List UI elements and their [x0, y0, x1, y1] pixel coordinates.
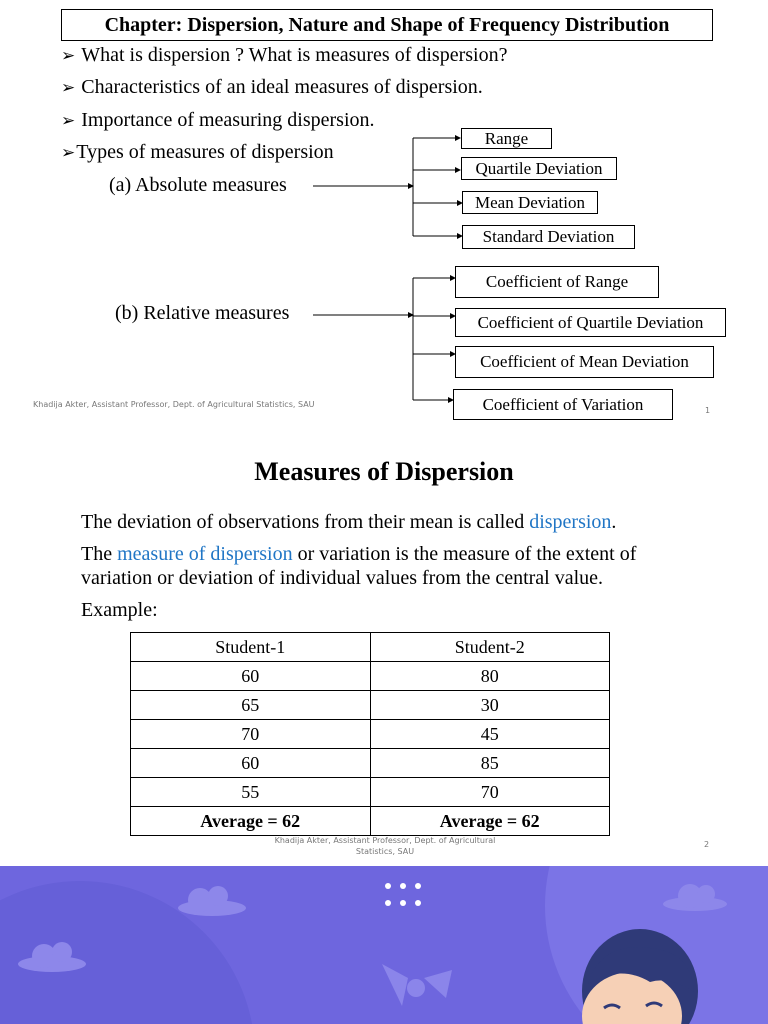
column-header: Student-2: [370, 633, 610, 662]
coefficient-of-quartile-deviation-box: Coefficient of Quartile Deviation: [455, 308, 726, 337]
types-heading: ➢Types of measures of dispersion: [61, 141, 334, 163]
bow-icon: [382, 964, 452, 1006]
table-header-row: [131, 633, 610, 662]
absolute-measures-label: (a) Absolute measures: [109, 174, 287, 196]
average-row: [131, 807, 610, 836]
table-row: [131, 662, 610, 691]
cloud-icon: [178, 886, 246, 916]
measure-definition: The measure of dispersion or variation is the measure of the extent of variation or deviation of individual values from the central value.: [81, 543, 637, 589]
dispersion-term: dispersion: [529, 511, 612, 533]
table-row: [131, 691, 610, 720]
arrow-bullet-icon: ➢: [61, 111, 76, 131]
measure-of-dispersion-term: measure of dispersion: [117, 543, 293, 565]
table-cell: 70: [131, 720, 371, 749]
table-cell: 65: [131, 691, 371, 720]
bullet-item-2: ➢ Characteristics of an ideal measures of dispersion.: [61, 76, 483, 98]
chapter-title: Chapter: Dispersion, Nature and Shape of Frequency Distribution: [61, 9, 713, 41]
bullet-item-1: ➢ What is dispersion ? What is measures of dispersion?: [61, 44, 508, 66]
relative-measures-label: (b) Relative measures: [115, 302, 290, 324]
table-cell: 30: [370, 691, 610, 720]
coefficient-of-mean-deviation-box: Coefficient of Mean Deviation: [455, 346, 714, 378]
table-cell: 85: [370, 749, 610, 778]
coefficient-of-variation-box: Coefficient of Variation: [453, 389, 673, 420]
banner-illustration: [0, 866, 768, 1024]
slide-1: [0, 0, 768, 430]
standard-deviation-box: Standard Deviation: [462, 225, 635, 249]
range-box: Range: [461, 128, 552, 149]
arrow-bullet-icon: ➢: [61, 78, 76, 98]
table-cell: 55: [131, 778, 371, 807]
table-cell: 80: [370, 662, 610, 691]
table-row: [131, 720, 610, 749]
promo-banner: [0, 866, 768, 1024]
example-label: Example:: [81, 599, 158, 621]
table-cell: 60: [131, 749, 371, 778]
table-cell: 70: [370, 778, 610, 807]
page-number: 1: [705, 406, 711, 415]
table-cell: 60: [131, 662, 371, 691]
table-row: [131, 749, 610, 778]
average-cell: Average = 62: [370, 807, 610, 836]
student-scores-table: [130, 632, 610, 836]
arrow-bullet-icon: ➢: [61, 143, 76, 163]
menu-dots-icon[interactable]: [385, 883, 421, 906]
arrow-bullet-icon: ➢: [61, 46, 76, 66]
slide-footer: Khadija Akter, Assistant Professor, Dept. of Agricultural Statistics, SAU: [33, 400, 315, 409]
quartile-deviation-box: Quartile Deviation: [461, 157, 617, 180]
mean-deviation-box: Mean Deviation: [462, 191, 598, 214]
bullet-item-3: ➢ Importance of measuring dispersion.: [61, 109, 375, 131]
column-header: Student-1: [131, 633, 371, 662]
table-row: [131, 778, 610, 807]
page-number: 2: [704, 840, 710, 849]
slide-title: Measures of Dispersion: [254, 457, 514, 486]
average-cell: Average = 62: [131, 807, 371, 836]
slide-2: [0, 440, 768, 860]
slide-footer: Khadija Akter, Assistant Professor, Dept. of Agricultural Statistics, SAU: [274, 836, 496, 856]
coefficient-of-range-box: Coefficient of Range: [455, 266, 659, 298]
table-cell: 45: [370, 720, 610, 749]
dispersion-definition: The deviation of observations from their mean is called dispersion.: [81, 511, 617, 533]
